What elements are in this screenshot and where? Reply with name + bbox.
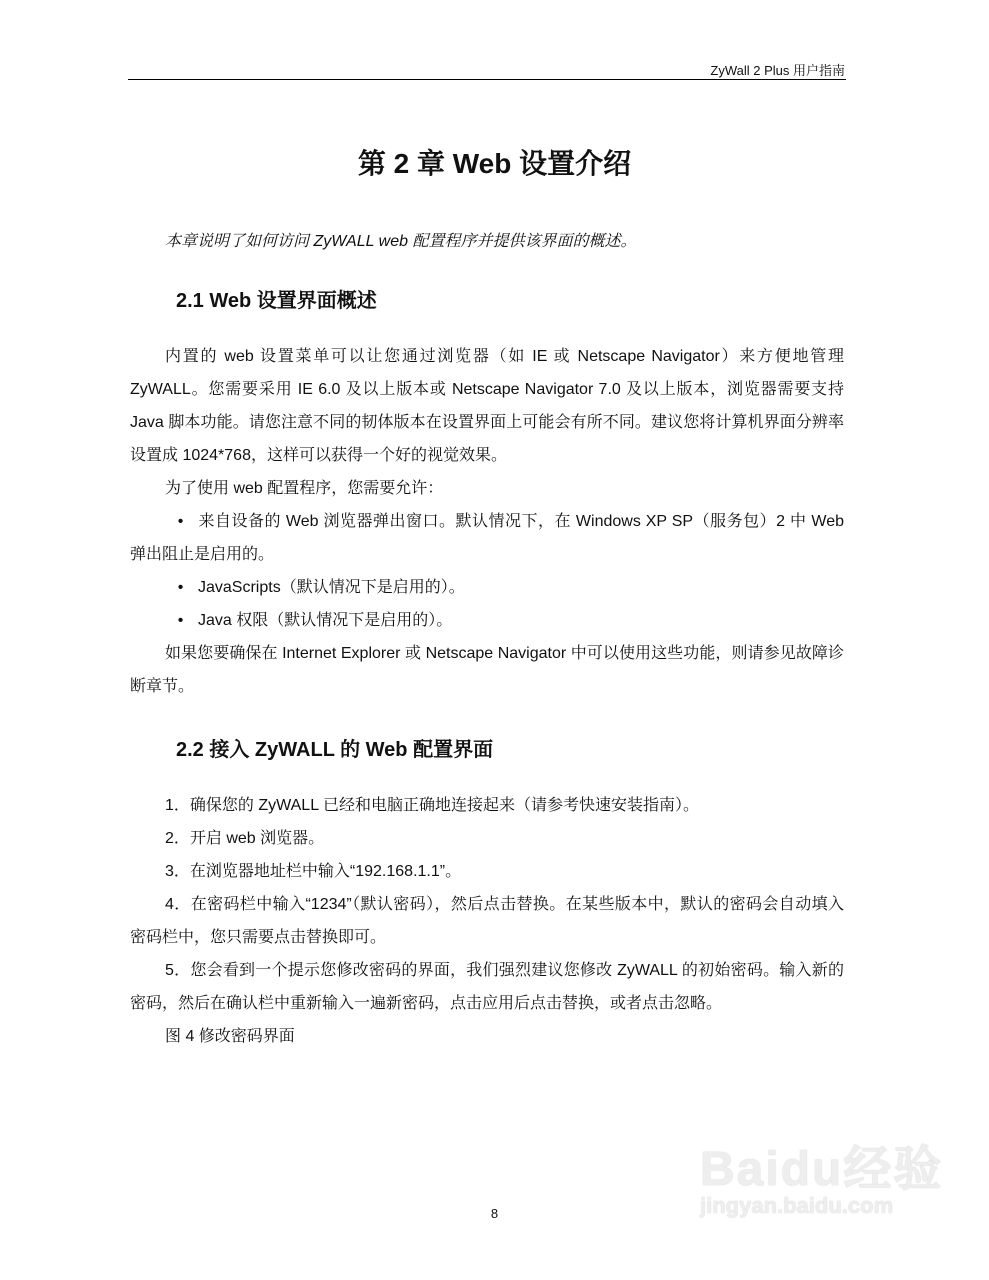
step-item: 5．您会看到一个提示您修改密码的界面，我们强烈建议您修改 ZyWALL 的初始密码。输入新的密码，然后在确认栏中重新输入一遍新密码，点击应用后点击替换，或者点击忽略。	[130, 962, 844, 1012]
figure-caption: 图 4 修改密码界面	[165, 1028, 295, 1045]
step-item: 3．在浏览器地址栏中输入“192.168.1.1”。	[165, 863, 462, 880]
page-number: 8	[490, 1206, 499, 1221]
section-heading-2-2: 2.2 接入 ZyWALL 的 Web 配置界面	[176, 739, 494, 761]
step-item: 2．开启 web 浏览器。	[165, 830, 325, 847]
section-heading-2-1: 2.1 Web 设置界面概述	[176, 290, 377, 312]
chapter-title: 第 2 章 Web 设置介绍	[357, 148, 632, 179]
section-2-1-body	[130, 340, 844, 703]
running-header: ZyWall 2 Plus 用户指南	[710, 63, 845, 78]
step-item: 1．确保您的 ZyWALL 已经和电脑正确地连接起来（请参考快速安装指南）。	[165, 797, 699, 814]
bullet-item: • Java 权限（默认情况下是启用的）。	[177, 612, 453, 629]
header-rule	[128, 79, 846, 80]
bullet-item: • 来自设备的 Web 浏览器弹出窗口。默认情况下，在 Windows XP SP（服务包）2 中 Web 弹出阻止是启用的。	[130, 513, 844, 563]
paragraph: 如果您要确保在 Internet Explorer 或 Netscape Navigator 中可以使用这些功能，则请参见故障诊断章节。	[130, 645, 844, 695]
paragraph: 内置的 web 设置菜单可以让您通过浏览器（如 IE 或 Netscape Navigator）来方便地管理 ZyWALL。您需要采用 IE 6.0 及以上版本或 Netscape Navigator 7.0 及以上版本，浏览器需要支持 Java 脚本功能。请您注意不同的韧体版本在设置界面上可能会有所不同。建议您将计算机界面分辨率设置成 1024*768，这样可以获得一个好的视觉效果。	[130, 348, 844, 464]
paragraph: 为了使用 web 配置程序，您需要允许：	[165, 480, 444, 497]
bullet-item: • JavaScripts（默认情况下是启用的）。	[177, 579, 465, 596]
chapter-intro: 本章说明了如何访问 ZyWALL web 配置程序并提供该界面的概述。	[165, 233, 637, 250]
step-item: 4．在密码栏中输入“1234”（默认密码），然后点击替换。在某些版本中，默认的密码会自动填入密码栏中，您只需要点击替换即可。	[130, 896, 844, 946]
section-2-2-body	[130, 789, 844, 1053]
baidu-watermark: Baidu经验 jingyan.baidu.com	[700, 1143, 944, 1218]
